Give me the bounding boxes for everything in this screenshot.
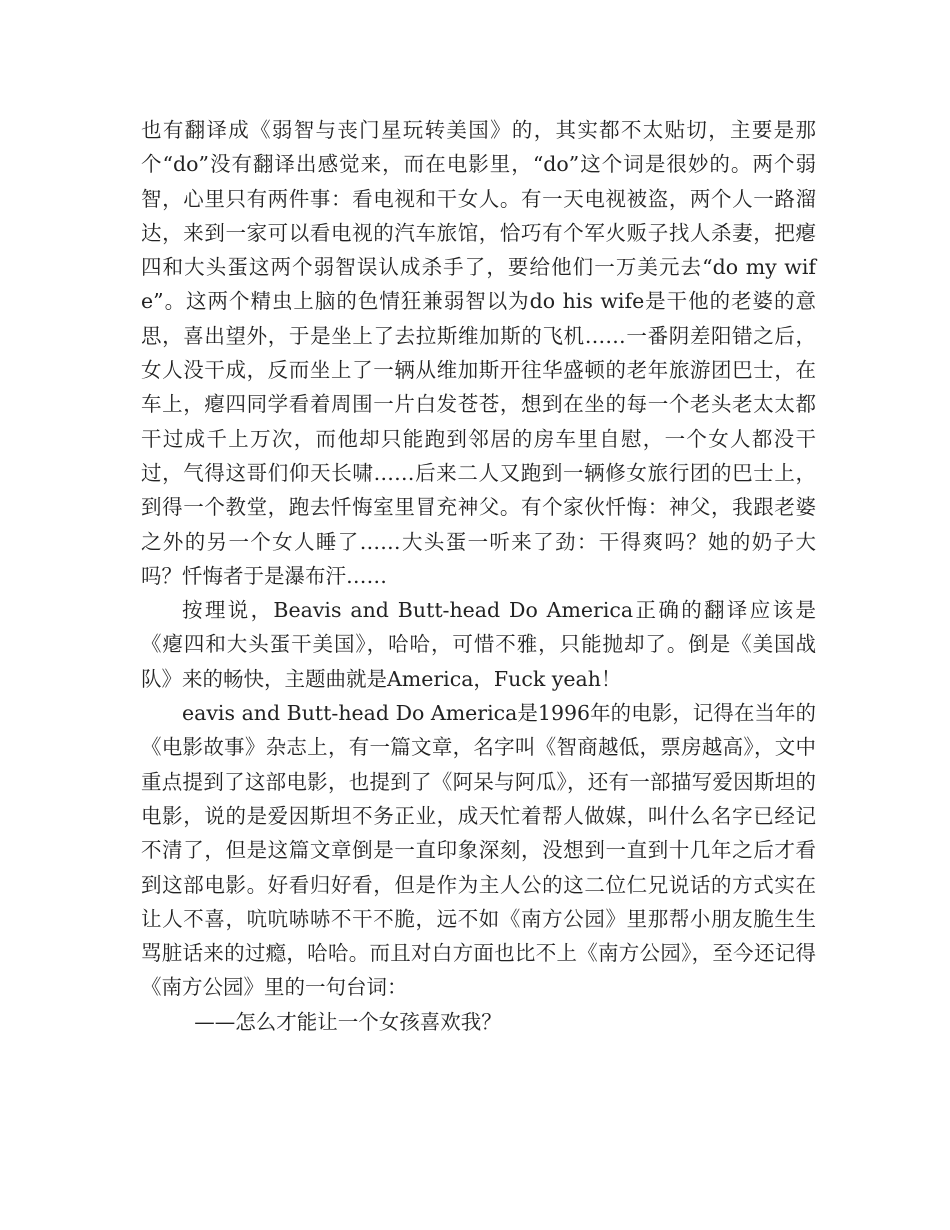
- paragraph-quote-line: ——怎么才能让一个女孩喜欢我？: [194, 1009, 502, 1034]
- paragraph-film-history: eavis and Butt-head Do America是1996年的电影，记得在当年的《电影故事》杂志上，有一篇文章，名字叫《智商越低，票房越高》，文中重点提到了这部电影，也提到了《阿呆与阿瓜》，还有一部描写爱因斯坦的电影，说的是爱因斯坦不务正业，成天忙着帮人做媒，叫什么名字已经记不清了，但是这篇文章倒是一直印象深刻，没想到一直到十几年之后才看到这部电影。好看归好看，但是作为主人公的这二位仁兄说话的方式实在让人不喜，吭吭哧哧不干不脆，远不如《南方公园》里那帮小朋友脆生生骂脏话来的过瘾，哈哈。而且对白方面也比不上《南方公园》，至今还记得《南方公园》里的一句台词：: [141, 701, 816, 1000]
- paragraph-plot-summary: 也有翻译成《弱智与丧门星玩转美国》的，其实都不太贴切，主要是那个“do”没有翻译出感觉来，而在电影里，“do”这个词是很妙的。两个弱智，心里只有两件事：看电视和干女人。有一天电视被盗，两个人一路溜达，来到一家可以看电视的汽车旅馆，恰巧有个军火贩子找人杀妻，把瘪四和大头蛋这两个弱智误认成杀手了，要给他们一万美元去“do my wife”。这两个精虫上脑的色情狂兼弱智以为do his wife是干他的老婆的意思，喜出望外，于是坐上了去拉斯维加斯的飞机……一番阴差阳错之后，女人没干成，反而坐上了一辆从维加斯开往华盛顿的老年旅游团巴士，在车上，瘪四同学看着周围一片白发苍苍，想到在坐的每一个老头老太太都干过成千上万次，而他却只能跑到邻居的房车里自慰，一个女人都没干过，气得这哥们仰天长啸……后来二人又跑到一辆修女旅行团的巴士上，到得一个教堂，跑去忏悔室里冒充神父。有个家伙忏悔：神父，我跟老婆之外的另一个女人睡了……大头蛋一听来了劲：干得爽吗？她的奶子大吗？忏悔者于是瀑布汗……: [141, 118, 816, 588]
- paragraph-translation-note: 按理说，Beavis and Butt-head Do America正确的翻译应该是《瘪四和大头蛋干美国》，哈哈，可惜不雅，只能抛却了。倒是《美国战队》来的畅快，主题曲就是America，Fuck yeah！: [141, 598, 816, 691]
- article-body: [141, 113, 816, 1039]
